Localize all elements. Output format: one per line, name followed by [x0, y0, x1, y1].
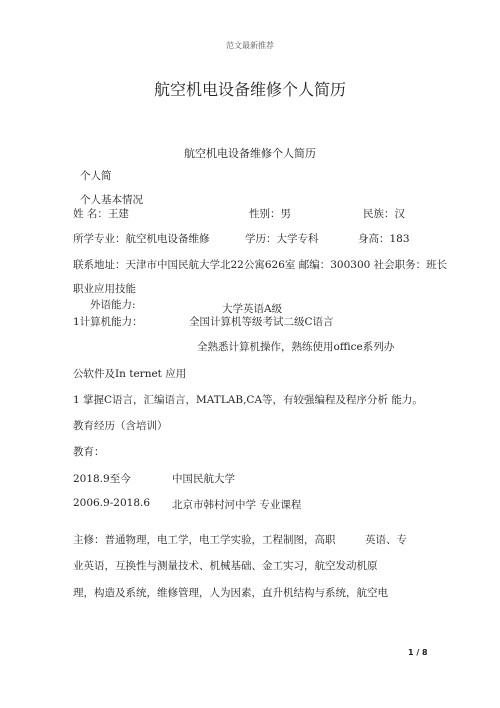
name-field: 姓 名：王建 [73, 208, 129, 220]
education-field: 学历：大学专科 [245, 233, 319, 245]
computer-skill-value: 全国计算机等级考试二级C语言 [189, 316, 334, 328]
courses-line-1: 主修：普通物理，电工学，电工学实验，工程制图，高职 [73, 534, 336, 546]
basic-info-heading: 个人基本情况 [80, 194, 143, 206]
foreign-language-value: 大学英语A级 [222, 303, 283, 315]
page-number: 1 / 8 [408, 648, 428, 657]
courses-line-3: 理，构造及系统，维修管理，人为因素，直升机结构与系统，航空电 [73, 587, 388, 599]
office-skill-line-2: 公软件及In ternet 应用 [73, 368, 187, 380]
education-date-1: 2018.9至今 [73, 473, 131, 485]
education-experience-heading: 教育经历（含培训） [73, 420, 168, 432]
document-subtitle: 航空机电设备维修个人简历 [184, 147, 316, 160]
education-date-2: 2006.9-2018.6 [73, 497, 151, 509]
skills-heading: 职业应用技能 [73, 283, 136, 295]
office-skill-line: 全熟悉计算机操作，熟练使用office系列办 [197, 341, 395, 353]
resume-heading: 个人简 [80, 170, 112, 182]
foreign-language-label: 外语能力: [90, 299, 136, 311]
courses-line-1-end: 英语、专 [365, 534, 407, 546]
programming-skill-line: 1 掌握C语言，汇编语言，MATLAB,CA等，有较强编程及程序分析 能力。 [73, 394, 423, 406]
courses-line-2: 业英语，互换性与测量技术、机械基础、金工实习，航空发动机原 [73, 560, 378, 572]
document-title: 航空机电设备维修个人简历 [153, 80, 346, 99]
height-field: 身高：183 [358, 233, 410, 245]
education-school-2: 北京市韩村河中学 专业课程 [172, 499, 302, 511]
address-field: 联系地址：天津市中国民航大学北22公寓626室 邮编：300300 社会职务：班长 [73, 259, 448, 271]
education-heading: 教育： [73, 446, 105, 458]
ethnic-field: 民族：汉 [363, 208, 405, 220]
gender-field: 性别：男 [249, 208, 291, 220]
page-header: 范文最新推荐 [226, 41, 274, 50]
computer-skill-label: 1计算机能力： [73, 316, 143, 328]
education-school-1: 中国民航大学 [172, 473, 235, 485]
major-field: 所学专业：航空机电设备维修 [73, 233, 210, 245]
